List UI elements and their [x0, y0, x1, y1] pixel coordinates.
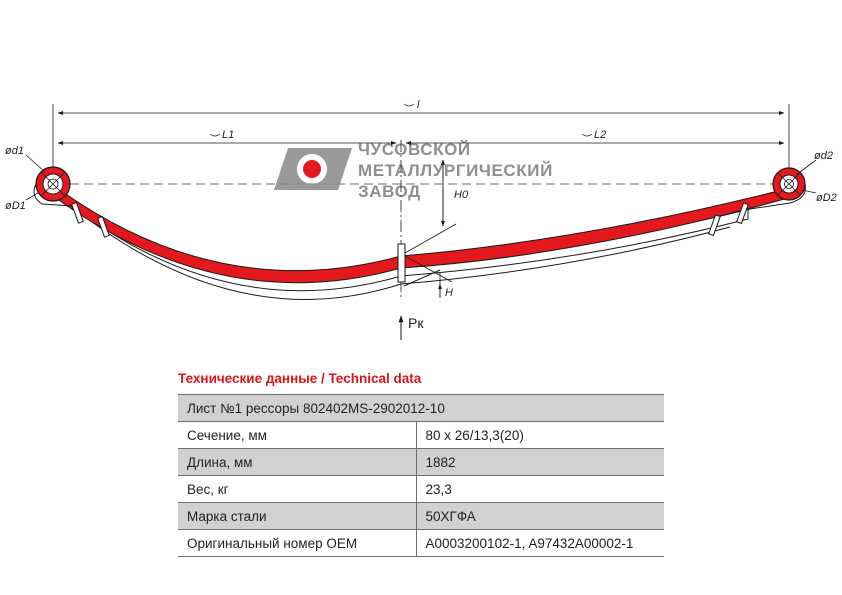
row-value: 23,3	[416, 476, 664, 503]
left-eye-outer-label: øD1	[5, 200, 26, 212]
arc-height-label: H0	[454, 189, 469, 201]
logo-line-3: ЗАВОД	[358, 182, 421, 201]
table-row	[178, 422, 664, 449]
row-value: 1882	[416, 449, 664, 476]
left-length-label: L1	[222, 129, 235, 141]
logo-line-2: МЕТАЛЛУРГИЧЕСКИЙ	[358, 161, 553, 180]
load-label: Pк	[408, 315, 424, 331]
row-label: Длина, мм	[178, 449, 416, 476]
row-value: A0003200102-1, A97432A00002-1	[416, 530, 664, 557]
technical-data-title: Технические данные / Technical data	[178, 371, 422, 386]
right-eye-inner-label: ød2	[814, 150, 833, 162]
row-value: 80 х 26/13,3(20)	[416, 422, 664, 449]
table-row	[178, 476, 664, 503]
table-row	[178, 449, 664, 476]
table-row	[178, 503, 664, 530]
row-label: Сечение, мм	[178, 422, 416, 449]
table-row	[178, 530, 664, 557]
leaf-part-number: Лист №1 рессоры 802402MS-2902012-10	[178, 395, 664, 422]
overall-length-dimension	[53, 104, 789, 300]
row-label: Вес, кг	[178, 476, 416, 503]
row-value: 50ХГФА	[416, 503, 664, 530]
company-logo	[274, 140, 553, 201]
right-eye-outer-label: øD2	[816, 192, 837, 204]
row-label: Марка стали	[178, 503, 416, 530]
height-label: H	[445, 287, 453, 299]
left-eye-inner-label: ød1	[5, 145, 24, 157]
row-label: Оригинальный номер OEM	[178, 530, 416, 557]
table-header-row	[178, 395, 664, 422]
technical-data-table	[178, 394, 664, 557]
right-length-label: L2	[594, 129, 607, 141]
logo-line-1: ЧУСОВСКОЙ	[358, 140, 471, 159]
overall-length-label: l	[417, 99, 420, 111]
